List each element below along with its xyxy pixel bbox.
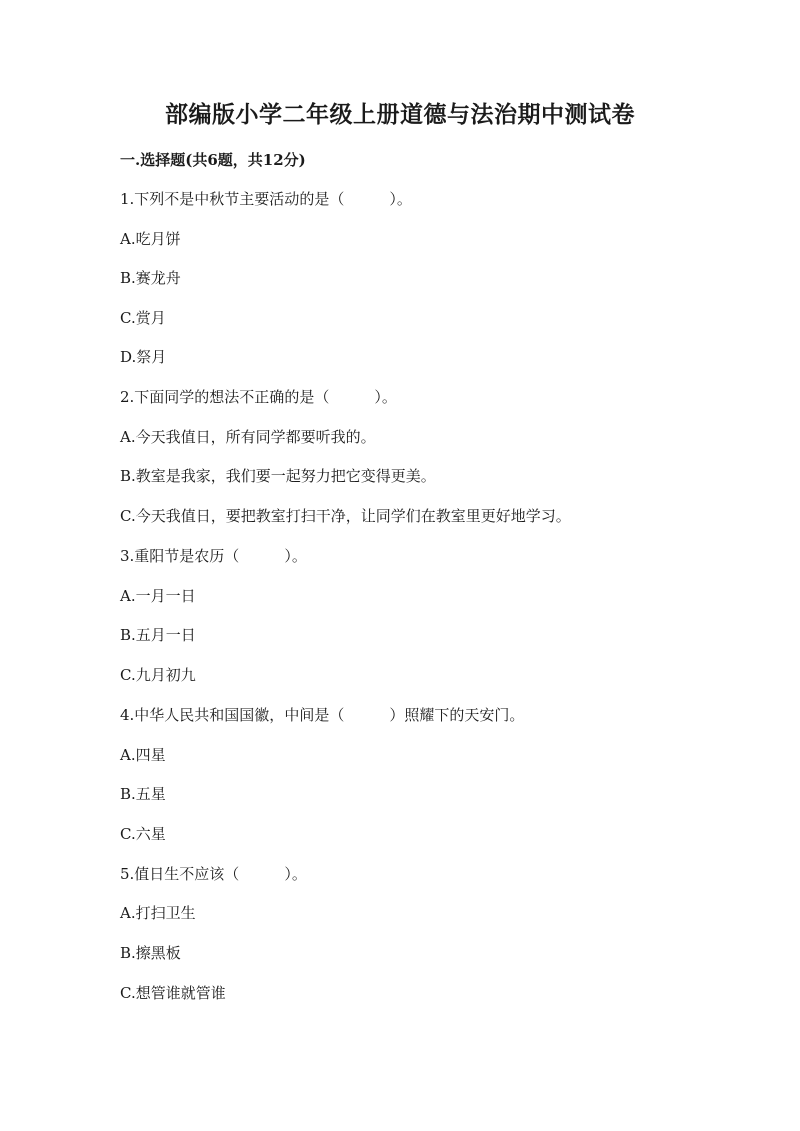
question-2-option-a: A.今天我值日，所有同学都要听我的。 <box>120 428 376 446</box>
question-4-option-b: B.五星 <box>120 785 166 803</box>
question-5-option-c: C.想管谁就管谁 <box>120 984 226 1002</box>
question-1-stem: 1.下列不是中秋节主要活动的是（ ）。 <box>120 190 412 208</box>
page-title: 部编版小学二年级上册道德与法治期中测试卷 <box>165 101 635 128</box>
question-4-stem: 4.中华人民共和国国徽，中间是（ ）照耀下的天安门。 <box>120 706 525 724</box>
question-4-option-a: A.四星 <box>120 746 166 764</box>
question-2-stem: 2.下面同学的想法不正确的是（ ）。 <box>120 388 397 406</box>
question-3-option-b: B.五月一日 <box>120 626 196 644</box>
question-5-option-b: B.擦黑板 <box>120 944 181 962</box>
question-1-option-c: C.赏月 <box>120 309 166 327</box>
question-4-option-c: C.六星 <box>120 825 166 843</box>
question-5-stem: 5.值日生不应该（ ）。 <box>120 865 307 883</box>
question-2-option-b: B.教室是我家，我们要一起努力把它变得更美。 <box>120 467 436 485</box>
question-3-option-a: A.一月一日 <box>120 587 196 605</box>
question-1-option-b: B.赛龙舟 <box>120 269 181 287</box>
question-2-option-c: C.今天我值日，要把教室打扫干净，让同学们在教室里更好地学习。 <box>120 507 571 525</box>
question-1-option-a: A.吃月饼 <box>120 230 181 248</box>
question-5-option-a: A.打扫卫生 <box>120 904 196 922</box>
question-3-stem: 3.重阳节是农历（ ）。 <box>120 547 307 565</box>
section-header: 一.选择题(共6题，共12分) <box>120 151 306 169</box>
question-3-option-c: C.九月初九 <box>120 666 196 684</box>
question-1-option-d: D.祭月 <box>120 348 167 366</box>
